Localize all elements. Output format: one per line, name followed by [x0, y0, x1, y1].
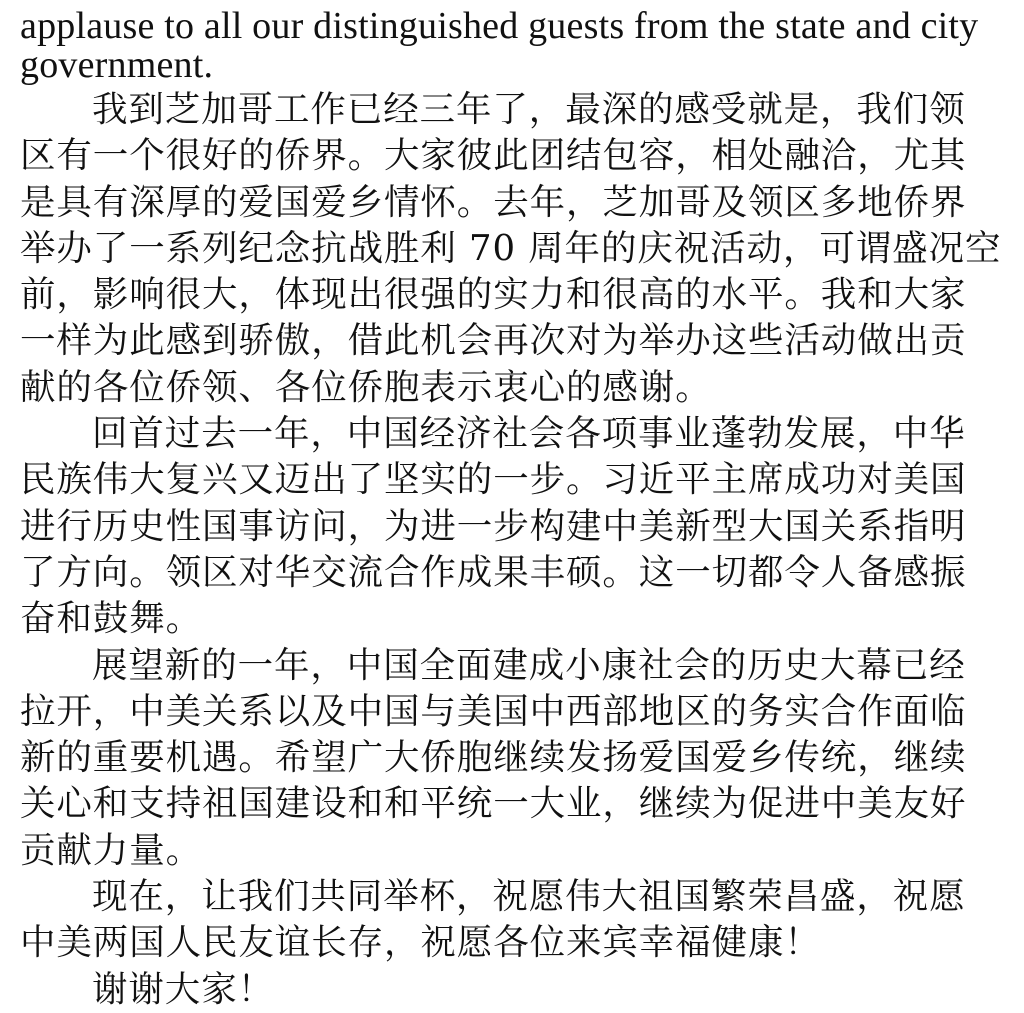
- paragraph-outlook: [20, 643, 1004, 874]
- text-line: 民族伟大复兴又迈出了坚实的一步。习近平主席成功对美国: [20, 459, 967, 501]
- text-line: 我到芝加哥工作已经三年了，最深的感受就是，我们领: [92, 89, 966, 130]
- text-line: 献的各位侨领、各位侨胞表示衷心的感谢。: [20, 366, 712, 408]
- text-line: 了方向。领区对华交流合作成果丰硕。这一切都令人备感振: [20, 551, 967, 593]
- paragraph-thanks: [20, 967, 1004, 1013]
- text-line: 一样为此感到骄傲，借此机会再次对为举办这些活动做出贡: [20, 320, 967, 362]
- text-line: 谢谢大家！: [92, 968, 275, 1010]
- paragraph-review: [20, 411, 1004, 642]
- text-line: 奋和鼓舞。: [20, 598, 203, 640]
- text-line: 举办了一系列纪念抗战胜利 70 周年的庆祝活动，可谓盛况空: [20, 227, 1002, 269]
- text-line: 前，影响很大，体现出很强的实力和很高的水平。我和大家: [20, 274, 967, 316]
- text-line: 拉开，中美关系以及中国与美国中西部地区的务实合作面临: [20, 690, 967, 732]
- text-line: 展望新的一年，中国全面建成小康社会的历史大幕已经: [92, 644, 966, 686]
- paragraph-toast: [20, 874, 1004, 967]
- text-line: 回首过去一年，中国经济社会各项事业蓬勃发展，中华: [92, 413, 966, 455]
- text-line: 区有一个很好的侨界。大家彼此团结包容，相处融洽，尤其: [20, 135, 967, 177]
- paragraph-experience: [20, 87, 1004, 411]
- text-line: 贡献力量。: [20, 829, 203, 871]
- text-line: government.: [20, 46, 214, 85]
- text-line: 进行历史性国事访问，为进一步构建中美新型大国关系指明: [20, 505, 967, 547]
- text-line: applause to all our distinguished guests from the state and city: [20, 7, 979, 46]
- text-line: 新的重要机遇。希望广大侨胞继续发扬爱国爱乡传统，继续: [20, 737, 967, 779]
- text-line: 现在，让我们共同举杯，祝愿伟大祖国繁荣昌盛，祝愿: [92, 876, 966, 918]
- text-line: 是具有深厚的爱国爱乡情怀。去年，芝加哥及领区多地侨界: [20, 181, 967, 223]
- text-line: 关心和支持祖国建设和和平统一大业，继续为促进中美友好: [20, 783, 967, 825]
- text-line: 中美两国人民友谊长存，祝愿各位来宾幸福健康！: [20, 922, 821, 964]
